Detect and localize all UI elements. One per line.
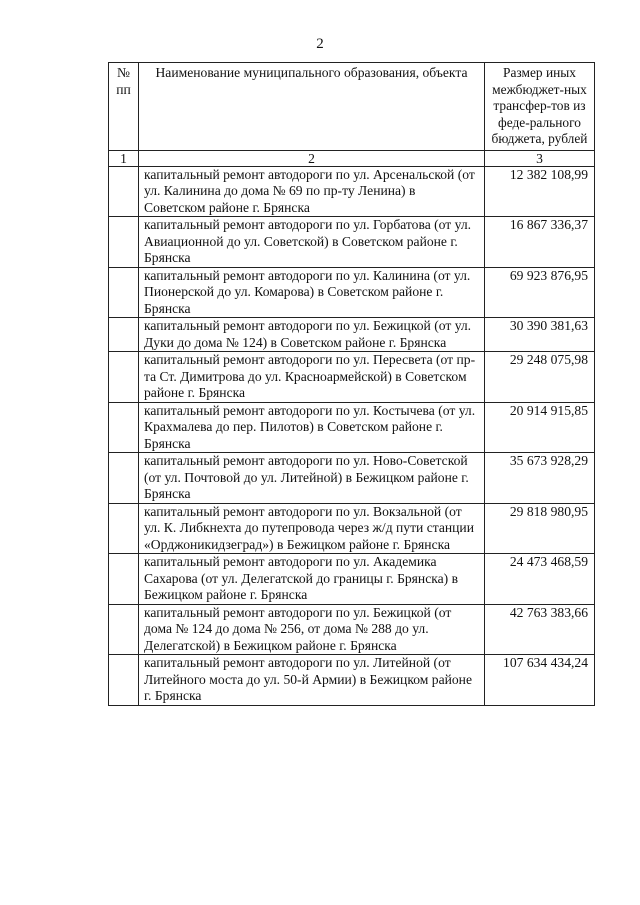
transfer-amount: 69 923 876,95 <box>485 267 595 318</box>
object-name: капитальный ремонт автодороги по ул. Ново-Советской (от ул. Почтовой до ул. Литейной) в Бежицком районе г. Брянска <box>139 453 485 504</box>
row-number <box>109 655 139 706</box>
table-row <box>109 554 595 605</box>
header-name: Наименование муниципального образования, объекта <box>139 63 485 151</box>
object-name: капитальный ремонт автодороги по ул. Арсенальской (от ул. Калинина до дома № 69 по пр-ту Ленина) в Советском районе г. Брянска <box>139 166 485 217</box>
transfers-table <box>108 62 595 706</box>
table-row <box>109 318 595 352</box>
header-amount: Размер иных межбюджет-ных трансфер-тов из феде-рального бюджета, рублей <box>485 63 595 151</box>
object-name: капитальный ремонт автодороги по ул. Горбатова (от ул. Авиационной до ул. Советской) в Советском районе г. Брянска <box>139 217 485 268</box>
object-name: капитальный ремонт автодороги по ул. Бежицкой (от ул. Дуки до дома № 124) в Советском районе г. Брянска <box>139 318 485 352</box>
transfer-amount: 107 634 434,24 <box>485 655 595 706</box>
transfer-amount: 30 390 381,63 <box>485 318 595 352</box>
table-body <box>109 166 595 705</box>
object-name: капитальный ремонт автодороги по ул. Вокзальной (от ул. К. Либкнехта до путепровода через ж/д пути станции «Орджоникидзеград») в Бежицком районе г. Брянска <box>139 503 485 554</box>
transfer-amount: 35 673 928,29 <box>485 453 595 504</box>
row-number <box>109 166 139 217</box>
table-row <box>109 604 595 655</box>
row-number <box>109 453 139 504</box>
page-number: 2 <box>316 36 324 52</box>
column-number: 1 <box>109 150 139 166</box>
table-row <box>109 267 595 318</box>
column-number-row <box>109 150 595 166</box>
transfer-amount: 42 763 383,66 <box>485 604 595 655</box>
transfer-amount: 12 382 108,99 <box>485 166 595 217</box>
header-row <box>109 63 595 151</box>
header-number: № пп <box>109 63 139 151</box>
table-row <box>109 217 595 268</box>
transfer-amount: 24 473 468,59 <box>485 554 595 605</box>
object-name: капитальный ремонт автодороги по ул. Калинина (от ул. Пионерской до ул. Комарова) в Советском районе г. Брянска <box>139 267 485 318</box>
row-number <box>109 318 139 352</box>
column-number: 3 <box>485 150 595 166</box>
table-row <box>109 402 595 453</box>
transfer-amount: 16 867 336,37 <box>485 217 595 268</box>
object-name: капитальный ремонт автодороги по ул. Бежицкой (от дома № 124 до дома № 256, от дома № 288 до ул. Делегатской) в Бежицком районе г. Брянска <box>139 604 485 655</box>
row-number <box>109 402 139 453</box>
object-name: капитальный ремонт автодороги по ул. Литейной (от Литейного моста до ул. 50-й Армии) в Бежицком районе г. Брянска <box>139 655 485 706</box>
transfer-amount: 29 248 075,98 <box>485 352 595 403</box>
row-number <box>109 503 139 554</box>
table-row <box>109 166 595 217</box>
table-row <box>109 352 595 403</box>
transfer-amount: 29 818 980,95 <box>485 503 595 554</box>
row-number <box>109 267 139 318</box>
table-row <box>109 655 595 706</box>
row-number <box>109 352 139 403</box>
row-number <box>109 217 139 268</box>
object-name: капитальный ремонт автодороги по ул. Пересвета (от пр-та Ст. Димитрова до ул. Красноармейской) в Советском районе г. Брянска <box>139 352 485 403</box>
column-number: 2 <box>139 150 485 166</box>
transfer-amount: 20 914 915,85 <box>485 402 595 453</box>
row-number <box>109 554 139 605</box>
object-name: капитальный ремонт автодороги по ул. Костычева (от ул. Крахмалева до пер. Пилотов) в Советском районе г. Брянска <box>139 402 485 453</box>
row-number <box>109 604 139 655</box>
table-row <box>109 503 595 554</box>
table-row <box>109 453 595 504</box>
object-name: капитальный ремонт автодороги по ул. Академика Сахарова (от ул. Делегатской до границы г. Брянска) в Бежицком районе г. Брянска <box>139 554 485 605</box>
